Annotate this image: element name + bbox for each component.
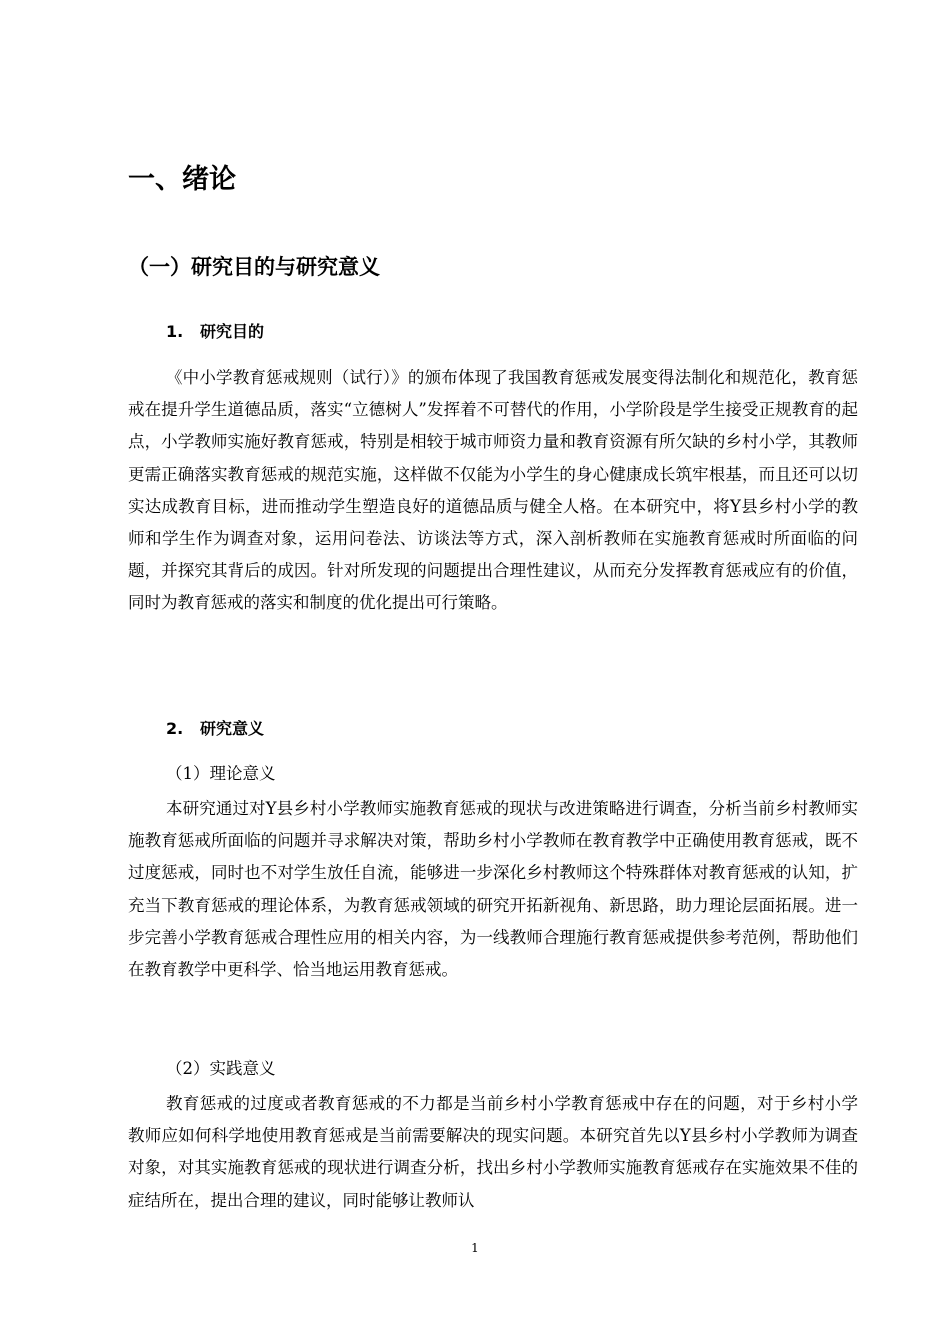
theory-heading: （1）理论意义 (166, 764, 276, 783)
theory-paragraph: 本研究通过对Y县乡村小学教师实施教育惩戒的现状与改进策略进行调查，分析当前乡村教师实施教育惩戒所面临的问题并寻求解决对策，帮助乡村小学教师在教育教学中正确使用教育惩戒，既不过度惩戒，同时也不对学生放任自流，能够进一步深化乡村教师这个特殊群体对教育惩戒的认知，扩充当下教育惩戒的理论体系，为教育惩戒领域的研究开拓新视角、新思路，助力理论层面拓展。进一步完善小学教育惩戒合理性应用的相关内容，为一线教师合理施行教育惩戒提供参考范例，帮助他们在教育教学中更科学、恰当地运用教育惩戒。 (128, 799, 858, 980)
page-number: 1 (471, 1241, 479, 1255)
section-title: （一）研究目的与研究意义 (128, 255, 380, 279)
practice-heading: （2）实践意义 (166, 1059, 276, 1078)
chapter-title: 一、绪论 (128, 164, 236, 195)
subsection-heading-significance (166, 716, 264, 742)
subsection-title: 研究目的 (200, 322, 265, 341)
purpose-paragraph: 《中小学教育惩戒规则（试行）》的颁布体现了我国教育惩戒发展变得法制化和规范化，教育惩戒在提升学生道德品质，落实“立德树人”发挥着不可替代的作用，小学阶段是学生接受正规教育的起点，小学教师实施好教育惩戒，特别是相较于城市师资力量和教育资源有所欠缺的乡村小学，其教师更需正确落实教育惩戒的规范实施，这样做不仅能为小学生的身心健康成长筑牢根基，而且还可以切实达成教育目标，进而推动学生塑造良好的道德品质与健全人格。在本研究中，将Y县乡村小学的教师和学生作为调查对象，运用问卷法、访谈法等方式，深入剖析教师在实施教育惩戒时所面临的问题，并探究其背后的成因。针对所发现的问题提出合理性建议，从而充分发挥教育惩戒应有的价值，同时为教育惩戒的落实和制度的优化提出可行策略。 (128, 368, 858, 613)
practice-paragraph: 教育惩戒的过度或者教育惩戒的不力都是当前乡村小学教育惩戒中存在的问题，对于乡村小学教师应如何科学地使用教育惩戒是当前需要解决的现实问题。本研究首先以Y县乡村小学教师为调查对象，对其实施教育惩戒的现状进行调查分析，找出乡村小学教师实施教育惩戒存在实施效果不佳的症结所在，提出合理的建议，同时能够让教师认 (128, 1094, 858, 1210)
subsection-heading-purpose (166, 319, 264, 345)
subsection-number: 2. (166, 719, 184, 738)
subsection-title: 研究意义 (200, 719, 265, 738)
subsection-number: 1. (166, 322, 184, 341)
